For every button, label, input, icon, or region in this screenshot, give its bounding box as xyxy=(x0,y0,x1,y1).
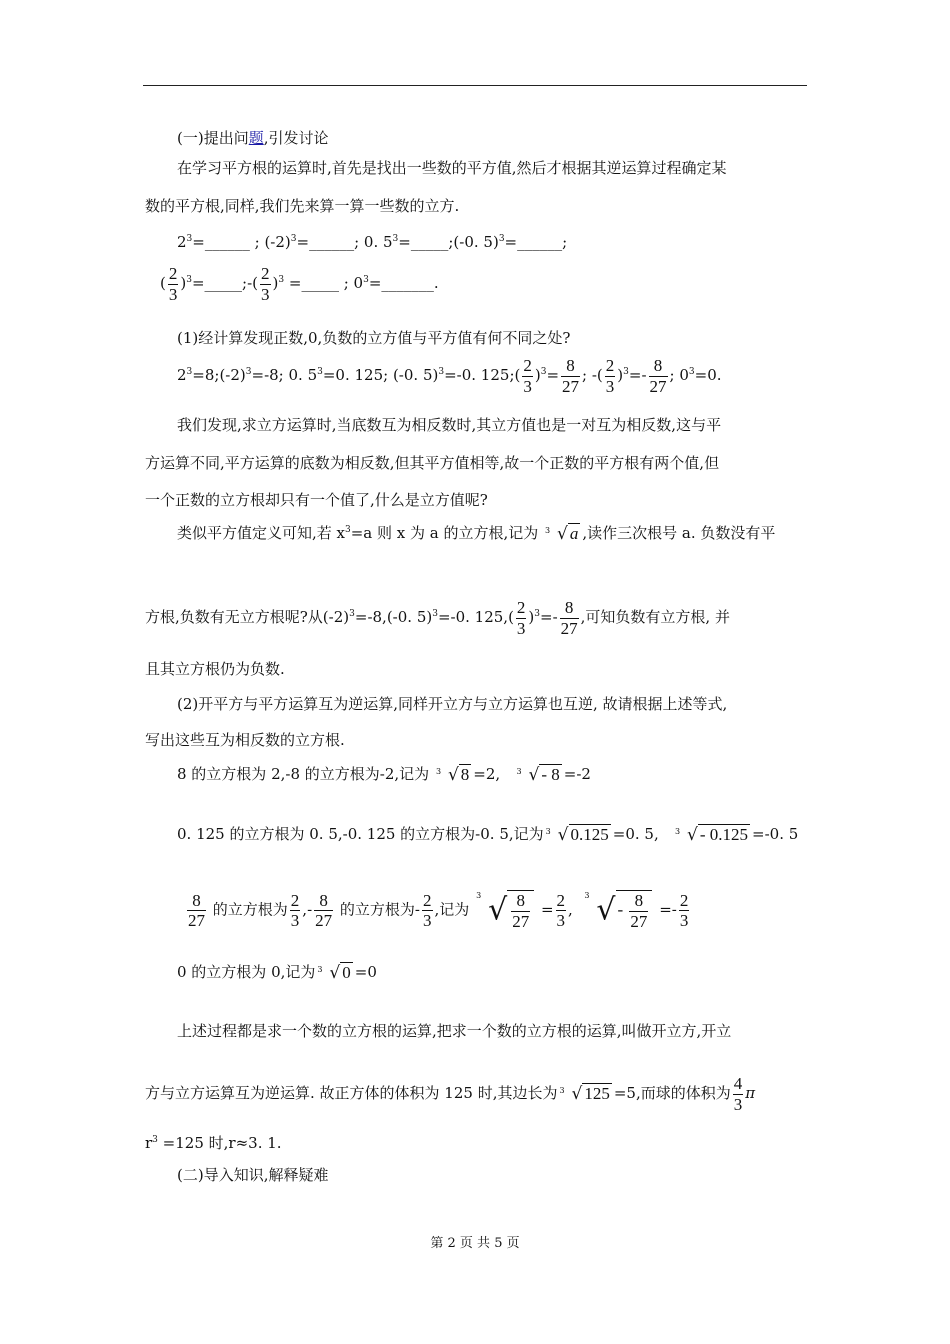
blank: =_____;-( xyxy=(191,274,258,293)
expr: (-2) xyxy=(264,233,291,251)
cube-root: 3 √ - 8 xyxy=(516,765,560,785)
expr: 0. 5 xyxy=(363,233,393,251)
blank: =______ ; xyxy=(192,233,260,251)
fraction: $\frac{2}{3}$ xyxy=(516,598,526,638)
paragraph-line: 且其立方根仍为负数. xyxy=(145,660,285,678)
fraction: $\frac{8}{27}$ xyxy=(188,890,205,931)
fraction: $\frac{2}{3}$ xyxy=(423,890,432,931)
cube-root-definition: 类似平方值定义可知,若 $x^3=a$ 则 x 为 a 的立方根,记为 3 √ a ,读作三次根号 a. 负数没有平 xyxy=(177,524,776,544)
header-rule xyxy=(143,85,807,86)
question-1: (1)经计算发现正数,0,负数的立方值与平方值有何不同之处? xyxy=(177,329,571,347)
result-line-3: $\frac{8}{27}$ 的立方根为 $\frac{2}{3}$ ,- $\frac{8}{27}$ 的立方根为- $\frac{2}{3}$ ,记为 3 √ $\frac{8}{27}$ = $\frac{2}{3}$ , 3 √ - $\frac{8}{27}$ =- $\frac{2}{3}$ xyxy=(188,890,689,931)
paragraph-line: 方运算不同,平方运算的底数为相反数,但其平方值相等,故一个正数的平方根有两个值,但 xyxy=(145,454,720,472)
fraction: $\frac{8}{27}$ xyxy=(560,598,578,638)
cube-root: 3 √ 8 xyxy=(435,765,470,785)
cube-volume-line: 方与立方运算互为逆运算. 故正方体的体积为 125 时,其边长为 3 √ 125 =5,而球的体积为 $\frac{4}{3}$ π xyxy=(145,1074,756,1114)
cube-root: 3 √ 0 xyxy=(317,963,351,983)
paragraph-line: 数的平方根,同样,我们先来算一算一些数的立方. xyxy=(145,197,460,215)
exercise-line-2: ( $\frac{2}{3}$ )$^3$=_____;-( $\frac{2}{3}$ )$^3$ =_____ ; $0^3=\_\_\_\_\_\_\_$. xyxy=(160,264,439,304)
exponent: 3 xyxy=(363,275,369,286)
cube-root: 3 √ 125 xyxy=(559,1084,610,1105)
fraction: $\frac{2}{3}$ xyxy=(523,356,532,396)
fraction: $\frac{2}{3}$ xyxy=(679,890,689,931)
negative-root-line: 方根,负数有无立方根呢?从$(-2)^3=-8,(-0$. 5)$^3$=-0. 125,( $\frac{2}{3}$ )$^3$=- $\frac{8}{27}$ ,可知负数有立方根, 并 xyxy=(145,598,730,638)
exponent: 3 xyxy=(186,234,193,244)
exponent: 3 xyxy=(498,234,505,244)
fraction: $\frac{2}{3}$ xyxy=(168,264,178,304)
exercise-line-1 xyxy=(177,235,567,250)
blank: =_____; xyxy=(398,233,454,251)
paragraph-line: 一个正数的立方根却只有一个值了,什么是立方值呢? xyxy=(145,491,488,509)
blank: =______; xyxy=(296,233,360,251)
fraction: $\frac{2}{3}$ xyxy=(605,356,615,396)
section-heading-1 xyxy=(177,131,329,146)
answer-line: $2^3=8;(-2)^3=-8$; 0. $5^3=0$. 125; (-0. 5)$^3$=-0. 125;( $\frac{2}{3}$ )$^3$= $\frac{8}{27}$ ; -( $\frac{2}{3}$ )$^3$=- $\frac{8}{27}$ ; $0^3=0$. xyxy=(177,356,722,396)
question-2: (2)开平方与平方运算互为逆运算,同样开立方与立方运算也互逆, 故请根据上述等式, xyxy=(177,695,728,713)
expr: 2 xyxy=(177,233,187,251)
cube-root: 3 √ $\frac{8}{27}$ xyxy=(476,890,534,931)
exponent: 3 xyxy=(290,234,297,244)
problem-link[interactable]: 题 xyxy=(248,129,264,147)
blank: =_____ ; xyxy=(288,274,349,293)
fraction: $\frac{8}{27}$ xyxy=(649,356,667,396)
paragraph-line: 在学习平方根的运算时,首先是找出一些数的平方值,然后才根据其逆运算过程确定某 xyxy=(177,159,727,177)
cube-root: 3 √ 0.125 xyxy=(545,825,609,845)
paragraph-line: 写出这些互为相反数的立方根. xyxy=(145,731,345,749)
fraction: $\frac{2}{3}$ xyxy=(556,890,566,931)
radius-line: $r^3 =125$ 时,r≈3. 1. xyxy=(145,1134,282,1152)
heading-text-tail: ,引发讨论 xyxy=(263,129,329,147)
section-heading-2: (二)导入知识,解释疑难 xyxy=(177,1166,329,1184)
exponent: 3 xyxy=(392,234,399,244)
cube-root: 3 √ a xyxy=(545,524,579,544)
cube-root: 3 √ - $\frac{8}{27}$ xyxy=(584,890,652,931)
exponent: 3 xyxy=(278,275,285,286)
blank: =_______. xyxy=(368,274,439,293)
expr: (-0. 5) xyxy=(453,233,499,251)
blank: =______; xyxy=(504,233,568,251)
paragraph-line: 上述过程都是求一个数的立方根的运算,把求一个数的立方根的运算,叫做开立方,开立 xyxy=(177,1022,732,1040)
result-line-4: 0 的立方根为 0,记为 3 √ 0 =0 xyxy=(177,963,377,983)
fraction: $\frac{2}{3}$ xyxy=(290,890,300,931)
cube-root: 3 √ - 0.125 xyxy=(675,825,749,845)
exponent: 3 xyxy=(186,275,192,286)
fraction: $\frac{8}{27}$ xyxy=(562,356,580,396)
fraction: $\frac{8}{27}$ xyxy=(315,890,333,931)
expr: 0 xyxy=(353,274,364,293)
heading-text: (一)提出问 xyxy=(177,129,249,147)
paragraph-line: 我们发现,求立方运算时,当底数互为相反数时,其立方值也是一对互为相反数,这与平 xyxy=(177,416,722,434)
fraction: $\frac{4}{3}$ xyxy=(733,1074,743,1114)
result-line-1: 8 的立方根为 2,-8 的立方根为-2,记为 3 √ 8 =2, 3 √ - 8 =-2 xyxy=(177,765,591,785)
page-footer: 第 2 页 共 5 页 xyxy=(430,1236,520,1251)
result-line-2: 0. 125 的立方根为 0. 5,-0. 125 的立方根为-0. 5,记为 3 √ 0.125 =0. 5, 3 √ - 0.125 =-0. 5 xyxy=(177,825,799,845)
fraction: $\frac{2}{3}$ xyxy=(261,264,270,304)
